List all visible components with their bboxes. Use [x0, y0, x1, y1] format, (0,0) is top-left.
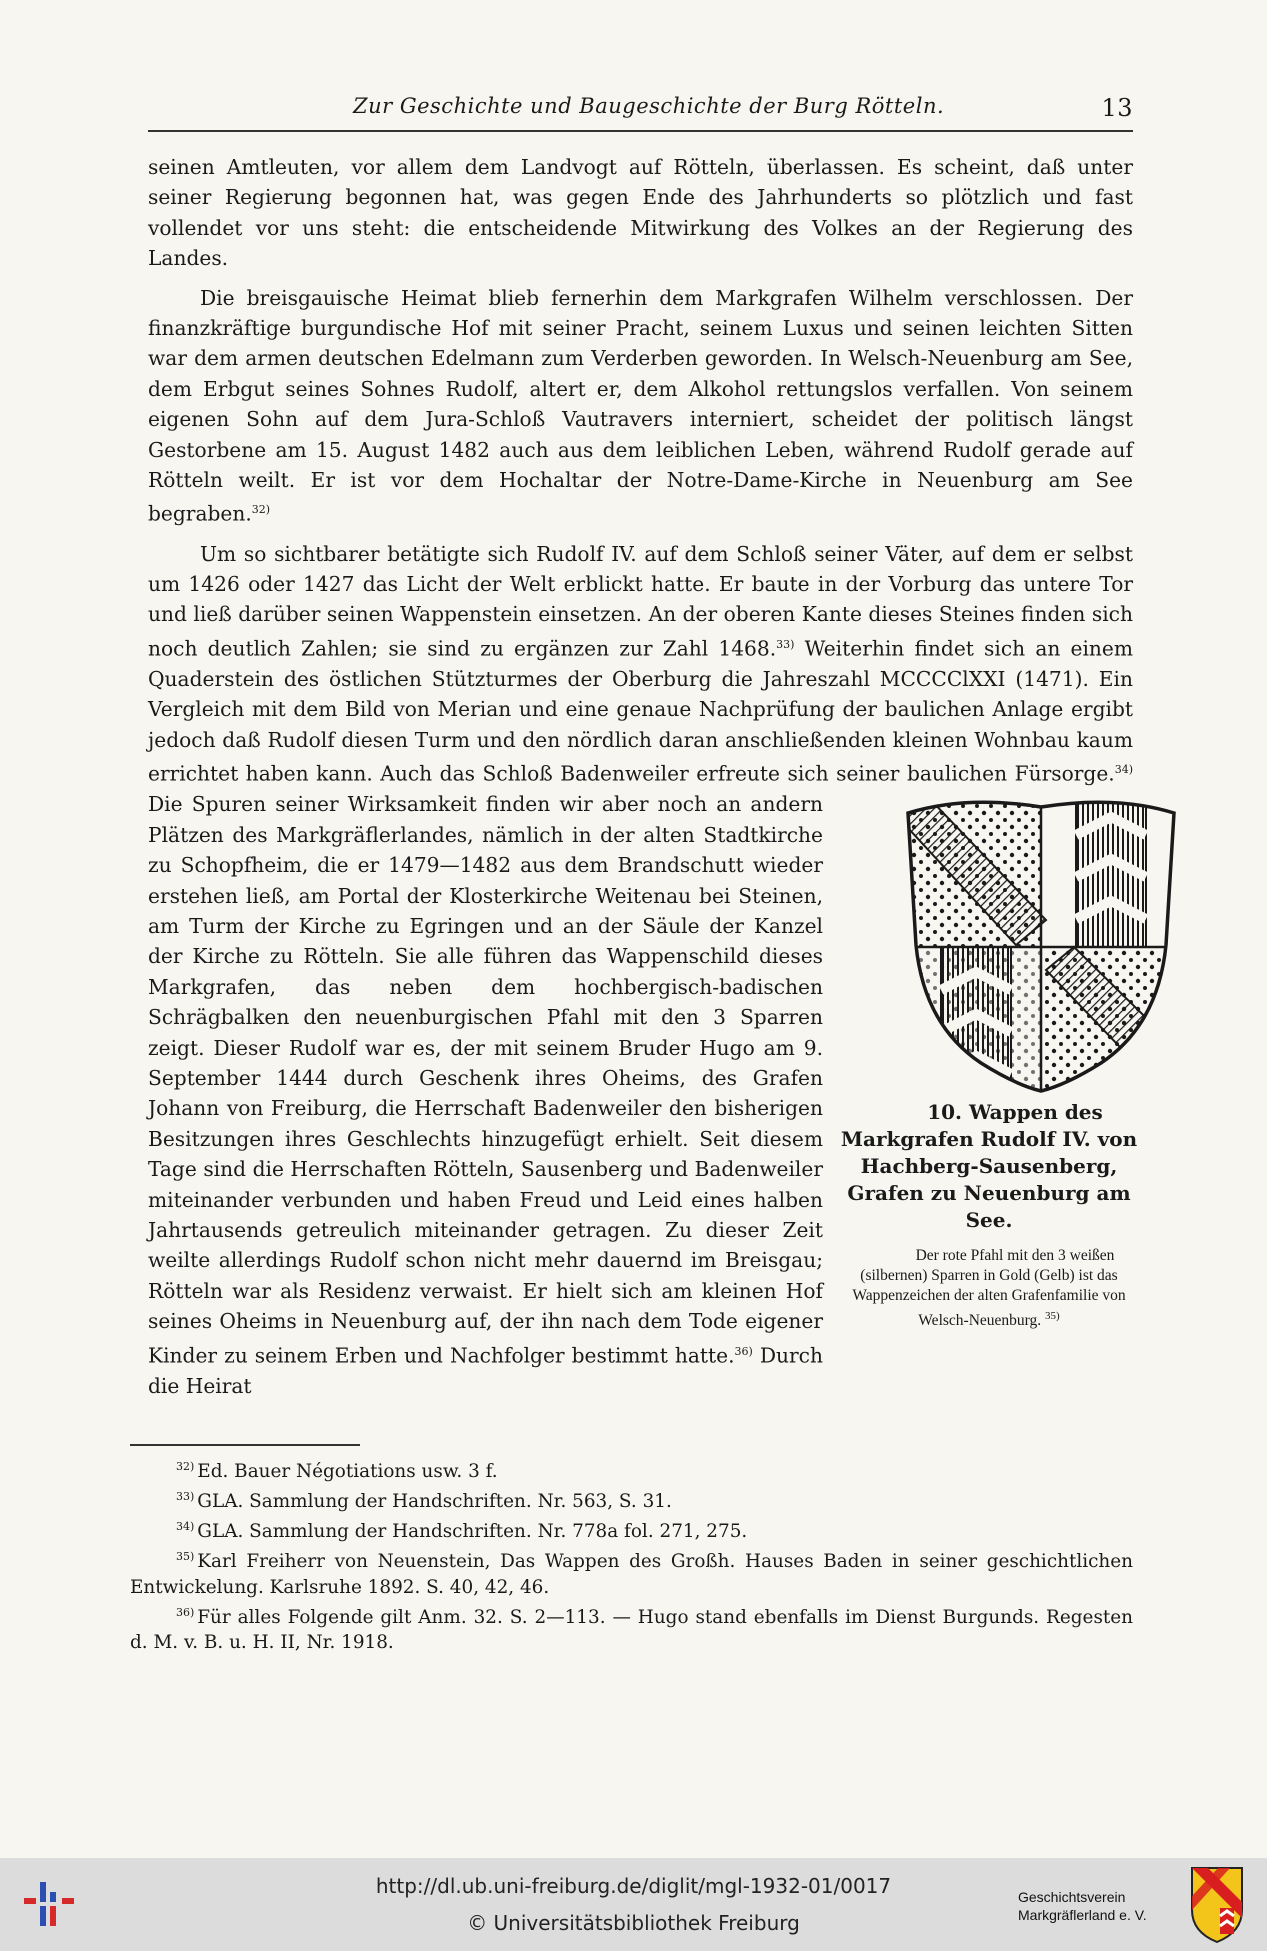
footnote-number: 34) — [176, 1520, 195, 1534]
footnote-rule — [130, 1444, 360, 1446]
footnote-number: 35) — [176, 1550, 195, 1564]
figure-title: 10. Wappen des Markgrafen Rudolf IV. von Hachberg-Sausenberg, Grafen zu Neuenburg am See. — [840, 1100, 1138, 1233]
footnotes — [130, 1454, 1133, 1655]
paragraph-2-text: Die breisgauische Heimat blieb fernerhin dem Markgrafen Wilhelm verschlossen. Der finanzkräftige burgundische Hof mit seiner Pracht, seinem Luxus und seinen leichten Sitten war dem armen deutschen Edelmann zum Verderben geworden. In Welsch-Neuenburg am See, dem Erbgut seines Sohnes Rudolf, altert er, dem Alkohol rettungslos verfallen. Von seinem eigenen Sohn auf dem Jura-Schloß Vautravers interniert, scheidet der politisch längst Gestorbene am 15. August 1482 auch aus dem leiblichen Leben, während Rudolf gerade auf Rötteln weilt. Er ist vor dem Hochaltar der Notre-Dame-Kirche in Neuenburg am See begraben. — [148, 285, 1133, 527]
page-number: 13 — [1101, 94, 1133, 122]
association-line-1: Geschichtsverein — [1018, 1889, 1126, 1905]
footnote-32 — [130, 1454, 1133, 1484]
figure-caption-text: Der rote Pfahl mit den 3 weißen (silbernen) Sparren in Gold (Gelb) ist das Wappenzeichen der alten Grafenfamilie von Welsch-Neuenburg. — [852, 1247, 1126, 1330]
footnote-text: Karl Freiherr von Neuenstein, Das Wappen des Großh. Hauses Baden in seiner geschichtlichen Entwickelung. Karlsruhe 1892. S. 40, 42, 46. — [130, 1551, 1133, 1598]
running-head — [148, 94, 1133, 122]
paragraph-2 — [148, 283, 1133, 530]
footnote-ref-32: 32) — [251, 503, 271, 517]
footnote-text: GLA. Sammlung der Handschriften. Nr. 778a fol. 271, 275. — [197, 1521, 748, 1543]
copyright-notice: © Universitätsbibliothek Freiburg — [467, 1911, 800, 1935]
permalink-url[interactable]: http://dl.ub.uni-freiburg.de/diglit/mgl-1932-01/0017 — [375, 1874, 892, 1898]
footnote-number: 33) — [176, 1490, 195, 1504]
footnote-text: GLA. Sammlung der Handschriften. Nr. 563, S. 31. — [197, 1491, 672, 1513]
coat-of-arms-shield-icon — [844, 795, 1134, 1093]
running-head-title: Zur Geschichte und Baugeschichte der Burg Rötteln. — [353, 94, 945, 118]
markgraeflerland-crest-icon — [1190, 1866, 1244, 1944]
figure-caption — [839, 1246, 1139, 1331]
footnote-text: Für alles Folgende gilt Anm. 32. S. 2—113. — Hugo stand ebenfalls im Dienst Burgunds. Regesten d. M. v. B. u. H. II, Nr. 1918. — [130, 1606, 1133, 1653]
footnote-35 — [130, 1544, 1133, 1599]
footnote-ref-33: 33) — [776, 637, 795, 651]
body-text — [148, 152, 1138, 1410]
association-name — [1018, 1888, 1178, 1924]
association-line-2: Markgräflerland e. V. — [1018, 1907, 1147, 1923]
paragraph-1: seinen Amtleuten, vor allem dem Landvogt auf Rötteln, überlassen. Es scheint, daß unter seiner Regierung begonnen hat, was gegen Ende des Jahrhunderts so plötzlich und fast vollendet vor uns steht: die entscheidende Mitwirkung des Volkes an der Regierung des Landes. — [148, 155, 1133, 271]
paragraph-3d-text: Durch die Heirat — [148, 1343, 823, 1398]
footnote-36 — [130, 1600, 1133, 1655]
paragraph-3c-text: Die Spuren seiner Wirksamkeit finden wir aber noch an andern Plätzen des Markgräflerlandes, nämlich in der alten Stadtkirche zu Schopfheim, die er 1479—1482 aus dem Brandschutt wieder erstehen ließ, am Portal der Klosterkirche Weitenau bei Steinen, am Turm der Kirche zu Egringen und an der Säule der Kanzel der Kirche zu Rötteln. Sie alle führen das Wappenschild dieses Markgrafen, das neben dem hochbergisch-badischen Schrägbalken den neuenburgischen Pfahl mit den 3 Sparren zeigt. Dieser Rudolf war es, der mit seinem Bruder Hugo am 9. September 1444 durch Geschenk ihres Oheims, des Grafen Johann von Freiburg, die Herrschaft Badenweiler den bisherigen Besitzungen ihres Geschlechts hinzugefügt erhielt. Seit diesem Tage sind die Herrschaften Rötteln, Sausenberg und Badenweiler miteinander verbunden und haben Freud und Leid eines halben Jahrtausends getreulich miteinander getragen. Zu dieser Zeit weilte allerdings Rudolf schon nicht mehr dauernd im Breisgau; Rötteln war als Residenz verwaist. Er hielt sich am kleinen Hof seines Oheims in Neuenburg auf, der ihn nach dem Tode eigener Kinder zu seinem Erben und Nachfolger bestimmt hatte. — [148, 792, 823, 1368]
footnote-ref-34: 34) — [1114, 763, 1133, 777]
footnote-34 — [130, 1514, 1133, 1544]
figure-coat-of-arms — [839, 795, 1139, 1331]
footnote-ref-36: 36) — [734, 1344, 753, 1358]
footnote-text: Ed. Bauer Négotiations usw. 3 f. — [197, 1461, 498, 1483]
footnote-number: 36) — [176, 1605, 195, 1619]
footnote-ref-35: 35) — [1045, 1310, 1060, 1323]
footnote-33 — [130, 1484, 1133, 1514]
header-rule — [148, 130, 1133, 132]
paragraph-3b-text: Weiterhin findet sich an einem Quaderstein des östlichen Stützturmes der Oberburg die Jahreszahl MCCCClXXI (1471). Ein Vergleich mit dem Bild von Merian und eine genaue Nachprüfung der baulichen Anlage ergibt jedoch daß Rudolf diesen Turm und den nördlich daran anschließenden kleinen Wohnbau kaum errichtet haben kann. Auch das Schloß Badenweiler erfreute sich seiner baulichen Fürsorge. — [148, 636, 1134, 786]
paragraph-3a-text: Um so sichtbarer betätigte sich Rudolf IV. auf dem Schloß seiner Väter, auf dem er selbst um 1426 oder 1427 das Licht der Welt erblickt hatte. Er baute in der Vorburg das untere Tor und ließ darüber seinen Wappenstein einsetzen. An der oberen Kante dieses Steines finden sich noch deutlich Zahlen; sie sind zu ergänzen zur Zahl 1468. — [148, 541, 1133, 661]
footnote-number: 32) — [176, 1460, 195, 1473]
viewer-footer — [0, 1858, 1267, 1951]
paragraph-3 — [148, 539, 1138, 1402]
